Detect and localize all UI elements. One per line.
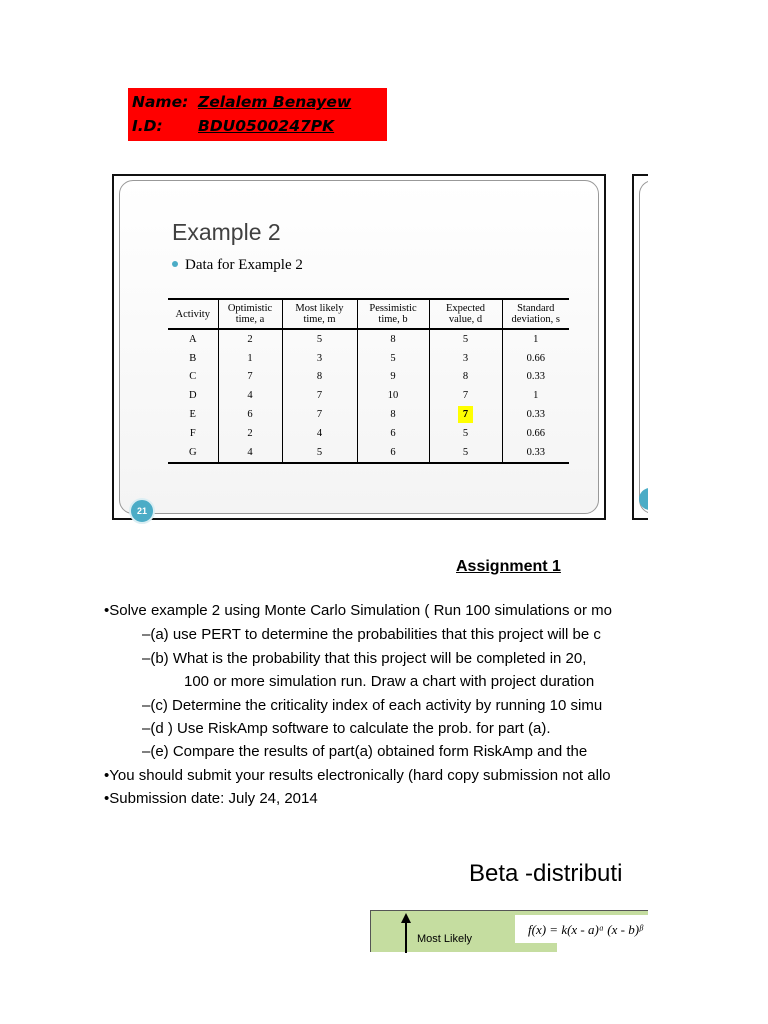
pert-data-table: [168, 298, 569, 464]
header-most-likely: Most likely time, m: [282, 299, 357, 329]
next-slide-partial: [632, 174, 648, 520]
header-pessimistic: Pessimistic time, b: [357, 299, 429, 329]
assignment-line: •Submission date: July 24, 2014: [104, 790, 318, 807]
assignment-line: •You should submit your results electronically (hard copy submission not allo: [104, 767, 611, 784]
table-row: D 4 7 10 7 1: [168, 386, 569, 405]
most-likely-label: Most Likely: [417, 933, 473, 945]
example-slide: [112, 174, 606, 520]
arrow-shaft: [405, 921, 407, 953]
slide-title: Example 2: [172, 219, 281, 245]
id-value: BDU0500247PK: [198, 117, 335, 135]
header-expected: Expected value, d: [429, 299, 502, 329]
header-optimistic: Optimistic time, a: [218, 299, 282, 329]
assignment-line: –(d ) Use RiskAmp software to calculate the prob. for part (a).: [142, 720, 551, 737]
next-slide-frame: [639, 180, 648, 514]
slide-page-number: 21: [129, 498, 155, 524]
name-line: [132, 93, 351, 111]
table-row: G 4 5 6 5 0.33: [168, 443, 569, 463]
header-activity: Activity: [168, 299, 218, 329]
id-label: I.D:: [132, 117, 163, 135]
beta-formula: f(x) = k(x - a)ᵅ (x - b)ᵝ: [528, 922, 643, 937]
beta-distribution-figure: [370, 910, 648, 952]
table-row: B 1 3 5 3 0.66: [168, 349, 569, 368]
assignment-title: Assignment 1: [456, 558, 561, 575]
table-row: E 6 7 8 7 0.33: [168, 405, 569, 424]
slide-bullet: [172, 257, 303, 274]
assignment-line: –(a) use PERT to determine the probabilities that this project will be c: [142, 626, 601, 643]
assignment-line: –(e) Compare the results of part(a) obtained form RiskAmp and the: [142, 743, 588, 760]
slide-frame: [119, 180, 599, 514]
assignment-line: –(b) What is the probability that this project will be completed in 20,: [142, 650, 587, 667]
header-std-dev: Standard deviation, s: [502, 299, 569, 329]
student-info-box: [128, 88, 387, 141]
highlighted-cell: 7: [429, 405, 502, 424]
beta-distribution-title: Beta -distributi: [469, 860, 623, 887]
slide-bullet-text: Data for Example 2: [185, 257, 303, 273]
assignment-line: •Solve example 2 using Monte Carlo Simulation ( Run 100 simulations or mo: [104, 602, 612, 619]
table-row: A 2 5 8 5 1: [168, 329, 569, 349]
name-label: Name:: [132, 93, 189, 111]
assignment-line: 100 or more simulation run. Draw a chart with project duration: [184, 673, 595, 690]
id-line: [132, 117, 334, 135]
table-row: F 2 4 6 5 0.66: [168, 424, 569, 443]
table-row: C 7 8 9 8 0.33: [168, 368, 569, 387]
bullet-dot-icon: [172, 261, 178, 267]
assignment-line: –(c) Determine the criticality index of each activity by running 10 simu: [142, 697, 603, 714]
figure-strip: [557, 943, 648, 953]
name-value: Zelalem Benayew: [198, 93, 352, 111]
